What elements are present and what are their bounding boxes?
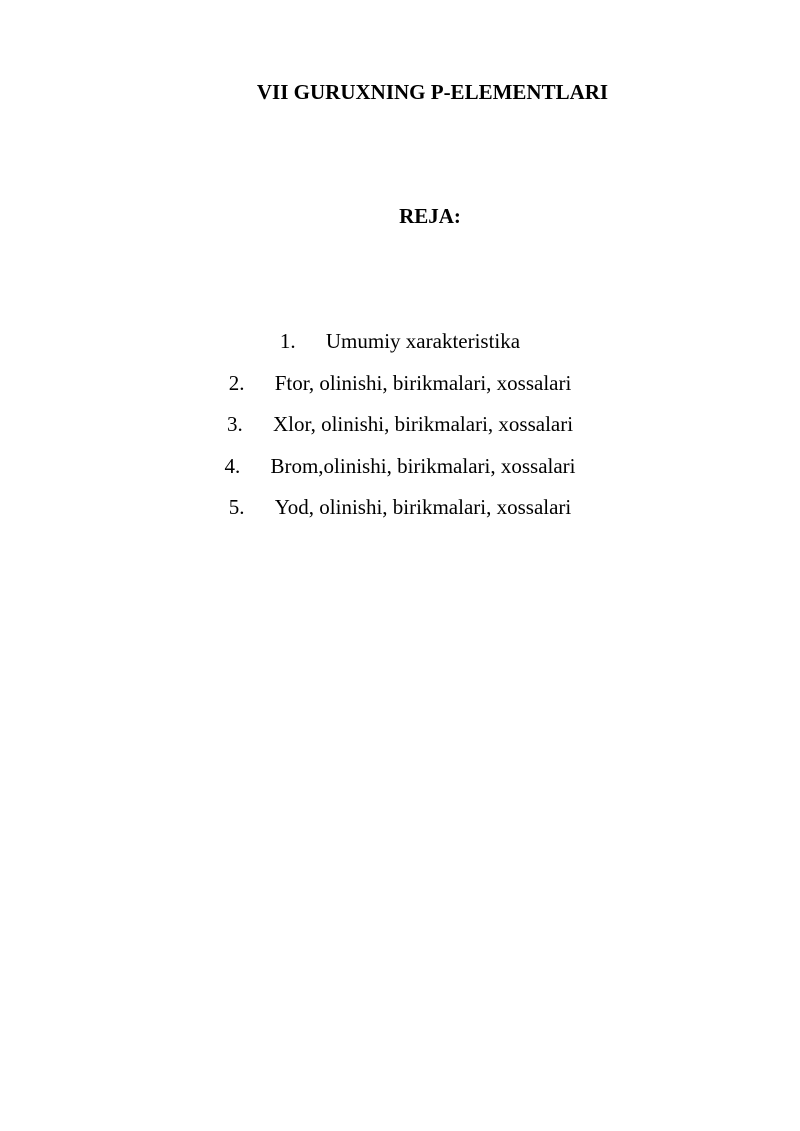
plan-item-text: Umumiy xarakteristika xyxy=(325,329,521,353)
plan-heading: REJA: xyxy=(399,204,461,228)
plan-list xyxy=(0,327,800,535)
plan-item-text: Xlor, olinishi, birikmalari, xossalari xyxy=(272,412,574,436)
document-title: VII GURUXNING P-ELEMENTLARI xyxy=(256,80,609,104)
plan-item-number: 4. xyxy=(224,453,241,478)
plan-item-number: 2. xyxy=(228,370,245,395)
plan-item-text: Yod, olinishi, birikmalari, xossalari xyxy=(274,495,572,519)
plan-item-number: 5. xyxy=(228,495,245,519)
plan-item-text: Ftor, olinishi, birikmalari, xossalari xyxy=(274,370,572,395)
plan-item-2 xyxy=(0,369,800,411)
plan-item-number: 1. xyxy=(279,329,296,353)
plan-item-3 xyxy=(0,410,800,452)
plan-item-5 xyxy=(0,493,800,535)
plan-item-1 xyxy=(0,327,800,369)
plan-item-4 xyxy=(0,452,800,494)
plan-item-text: Brom,olinishi, birikmalari, xossalari xyxy=(270,453,576,478)
plan-item-number: 3. xyxy=(226,412,243,436)
